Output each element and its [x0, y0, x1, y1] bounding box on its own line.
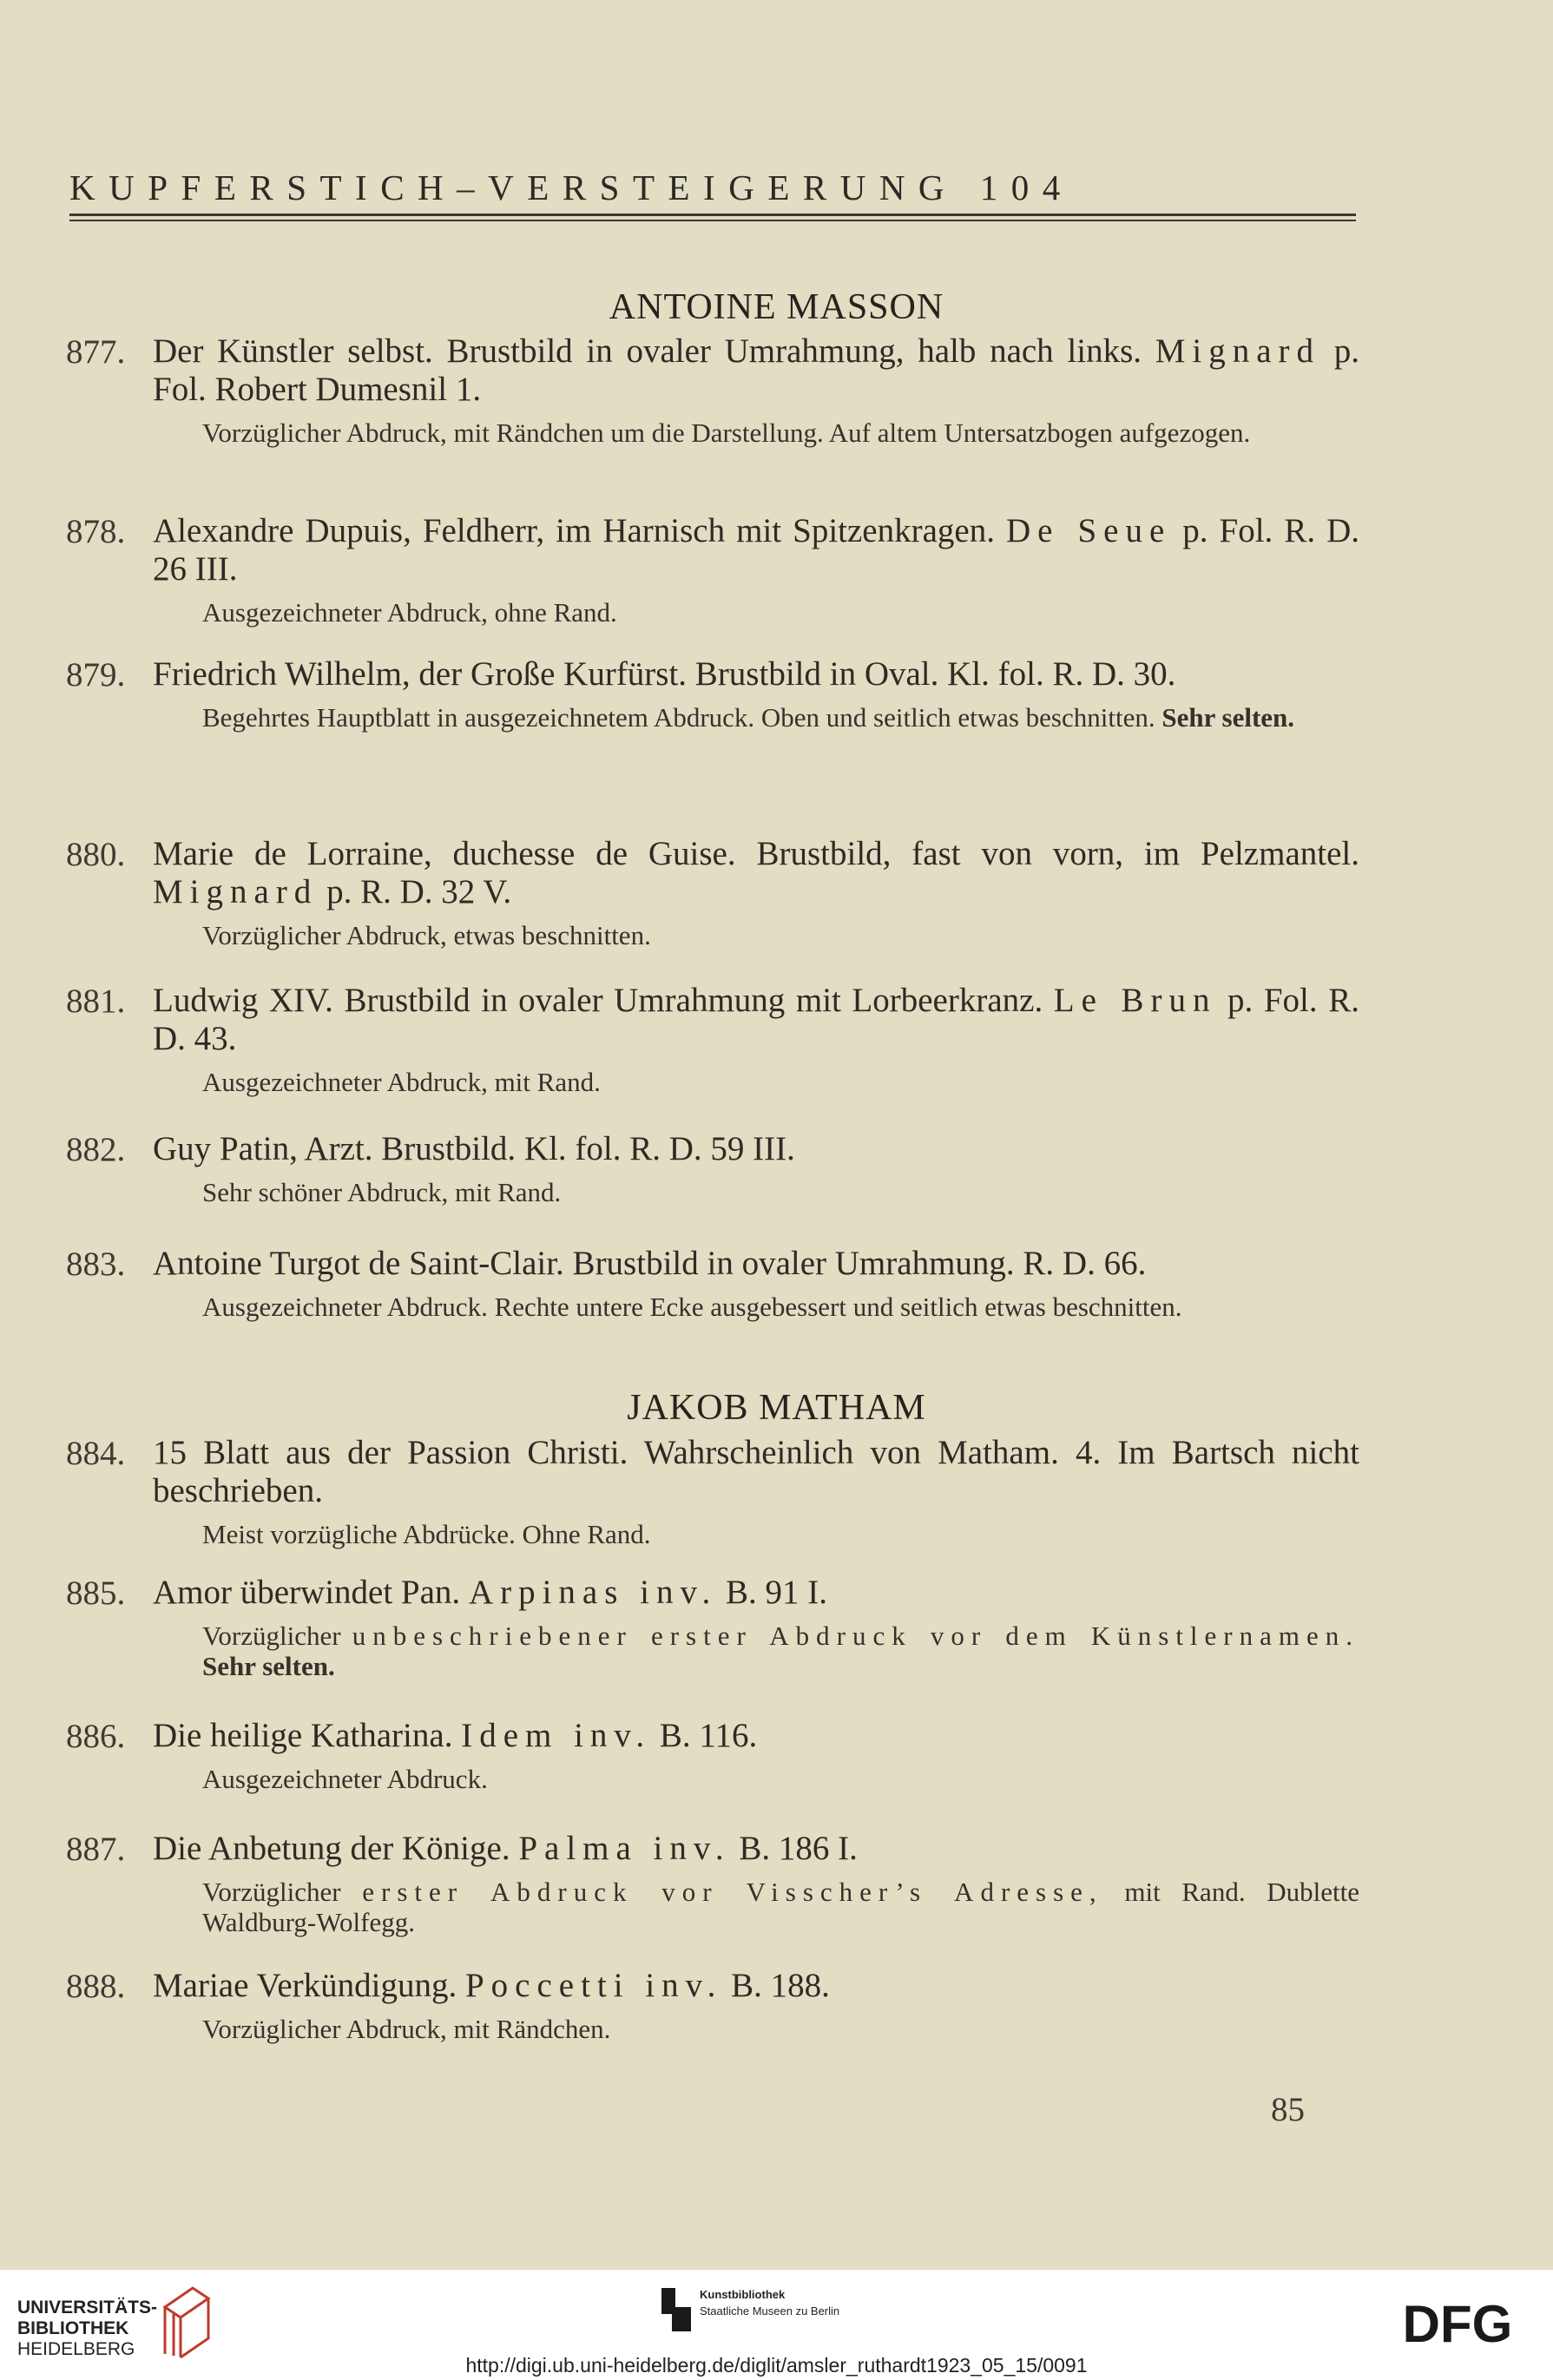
- catalog-entry: [66, 982, 1359, 1097]
- entry-description: Ausgezeichneter Abdruck.: [202, 1764, 488, 1794]
- ub-heidelberg-logo-text: UNIVERSITÄTS- BIBLIOTHEK HEIDELBERG: [17, 2298, 158, 2359]
- catalog-entry: [66, 1245, 1359, 1322]
- catalog-entry: [66, 1967, 1359, 2044]
- catalog-entry: [66, 1574, 1359, 1681]
- dfg-logo-icon: [1382, 2298, 1533, 2347]
- header-rule-bottom: [69, 220, 1356, 221]
- kunstbibliothek-logo-text: Kunstbibliothek Staatliche Museen zu Berlin: [700, 2288, 840, 2318]
- entry-title: Guy Patin, Arzt. Brustbild. Kl. fol. R. D. 59 III.: [153, 1130, 795, 1167]
- entry-title: Die heilige Katharina. Idem inv. B. 116.: [153, 1717, 758, 1754]
- entry-title: Ludwig XIV. Brustbild in ovaler Umrahmung mit Lorbeerkranz. Le Brun p. Fol. R. D. 43.: [153, 982, 1359, 1057]
- entry-title: Friedrich Wilhelm, der Große Kurfürst. Brustbild in Oval. Kl. fol. R. D. 30.: [153, 655, 1176, 693]
- catalog-entry: [66, 655, 1359, 733]
- section-title: JAKOB MATHAM: [627, 1388, 926, 1428]
- rarity-note: Sehr selten.: [202, 1651, 335, 1681]
- entry-number: 883.: [66, 1246, 126, 1283]
- catalog-entry: [66, 512, 1359, 628]
- kunstbibliothek-logo-icon: [661, 2288, 691, 2331]
- section-title: ANTOINE MASSON: [609, 287, 944, 327]
- entry-description: Meist vorzügliche Abdrücke. Ohne Rand.: [202, 1519, 651, 1549]
- svg-text:DFG: DFG: [1402, 2298, 1513, 2347]
- entry-number: 882.: [66, 1131, 126, 1168]
- entry-number: 888.: [66, 1968, 126, 2005]
- entry-title: Mariae Verkündigung. Poccetti inv. B. 188.: [153, 1967, 830, 2004]
- entry-description: Ausgezeichneter Abdruck. Rechte untere Ecke ausgebessert und seitlich etwas beschnitten.: [202, 1292, 1182, 1322]
- entry-description: Vorzüglicher Abdruck, etwas beschnitten.: [202, 920, 651, 950]
- entry-description: Ausgezeichneter Abdruck, mit Rand.: [202, 1067, 601, 1097]
- entry-number: 885.: [66, 1575, 126, 1612]
- catalog-entry: [66, 1717, 1359, 1794]
- entry-title: Die Anbetung der Könige. Palma inv. B. 186 I.: [153, 1830, 858, 1867]
- entry-description: Vorzüglicher erster Abdruck vor Visscher’s Adresse, mit Rand. Dublette Waldburg-Wolfegg.: [202, 1877, 1359, 1937]
- entry-title: Der Künstler selbst. Brustbild in ovaler Umrahmung, halb nach links. Mignard p. Fol. Robert Dumesnil 1.: [153, 332, 1359, 408]
- source-url[interactable]: http://digi.ub.uni-heidelberg.de/diglit/amsler_ruthardt1923_05_15/0091: [465, 2354, 1088, 2377]
- catalog-entry: [66, 1830, 1359, 1937]
- entry-description: Begehrtes Hauptblatt in ausgezeichnetem Abdruck. Oben und seitlich etwas beschnitten. Sehr selten.: [202, 702, 1295, 733]
- running-head: KUPFERSTICH–VERSTEIGERUNG 104: [69, 168, 1074, 207]
- entry-title: 15 Blatt aus der Passion Christi. Wahrscheinlich von Matham. 4. Im Bartsch nicht beschrieben.: [153, 1434, 1359, 1509]
- entry-description: Vorzüglicher Abdruck, mit Rändchen.: [202, 2014, 611, 2044]
- entry-description: Vorzüglicher unbeschriebener erster Abdruck vor dem Künstlernamen. Sehr selten.: [202, 1621, 1360, 1681]
- entry-number: 879.: [66, 656, 126, 694]
- catalog-entry: [66, 332, 1359, 448]
- entry-description: Vorzüglicher Abdruck, mit Rändchen um die Darstellung. Auf altem Untersatzbogen aufgezogen.: [202, 417, 1251, 448]
- entry-title: Antoine Turgot de Saint-Clair. Brustbild in ovaler Umrahmung. R. D. 66.: [153, 1245, 1147, 1282]
- entry-title: Amor überwindet Pan. Arpinas inv. B. 91 I.: [153, 1574, 827, 1611]
- entry-number: 877.: [66, 333, 126, 371]
- entry-number: 886.: [66, 1718, 126, 1755]
- entry-title: Alexandre Dupuis, Feldherr, im Harnisch mit Spitzenkragen. De Seue p. Fol. R. D. 26 III.: [153, 512, 1359, 588]
- page-number: 85: [1271, 2091, 1305, 2128]
- rarity-note: Sehr selten.: [1161, 702, 1295, 733]
- entry-number: 881.: [66, 983, 126, 1020]
- catalog-entry: [66, 835, 1359, 950]
- entry-number: 878.: [66, 513, 126, 550]
- entry-description: Sehr schöner Abdruck, mit Rand.: [202, 1177, 562, 1207]
- ub-heidelberg-logo-icon: [158, 2281, 215, 2359]
- catalog-entry: [66, 1130, 1359, 1207]
- entry-number: 884.: [66, 1435, 126, 1472]
- entry-description: Ausgezeichneter Abdruck, ohne Rand.: [202, 597, 617, 628]
- header-rule-top: [69, 214, 1356, 216]
- entry-title: Marie de Lorraine, duchesse de Guise. Brustbild, fast von vorn, im Pelzmantel. Mignard p. R. D. 32 V.: [153, 835, 1359, 911]
- entry-number: 887.: [66, 1831, 126, 1868]
- catalog-entry: [66, 1434, 1359, 1549]
- entry-number: 880.: [66, 836, 126, 873]
